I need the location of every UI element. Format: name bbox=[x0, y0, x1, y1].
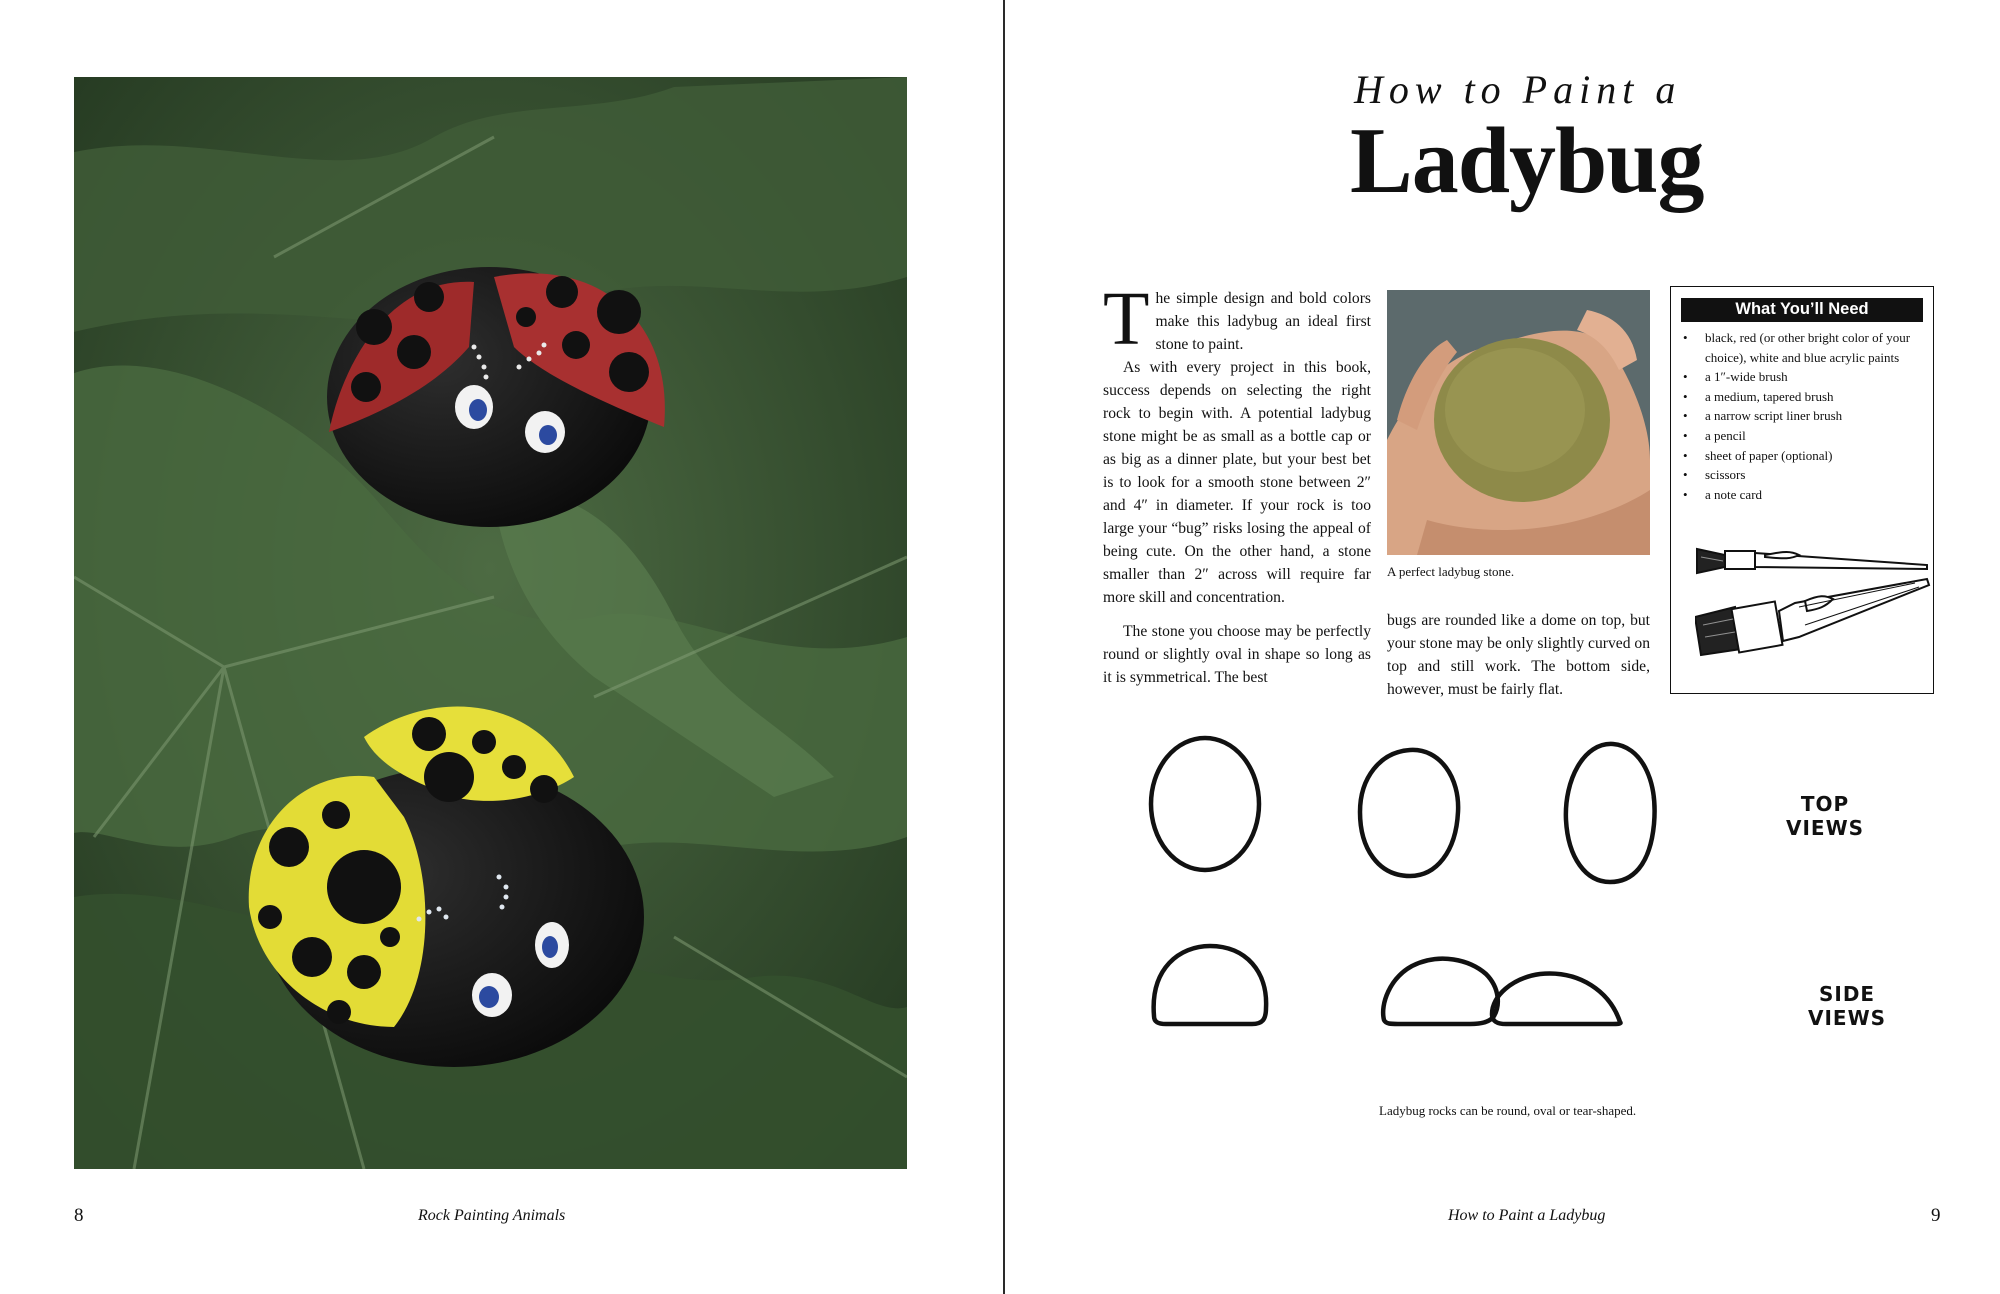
hand-holding-stone-photo bbox=[1387, 290, 1650, 555]
side-view-round-shape bbox=[1154, 946, 1266, 1024]
running-head-left: Rock Painting Animals bbox=[418, 1207, 566, 1224]
rock-shape-diagrams bbox=[1140, 720, 1660, 1060]
materials-item: • a pencil bbox=[1681, 426, 1927, 446]
hand-stone-illustration bbox=[1387, 290, 1650, 555]
body-column-2 bbox=[1387, 609, 1650, 701]
materials-item: • a 1″-wide brush bbox=[1681, 367, 1927, 387]
body-paragraph-3: The stone you choose may be perfectly round or slightly oval in shape so long as it is symmetrical. The best bbox=[1103, 623, 1371, 686]
side-views-label-line1: SIDE bbox=[1818, 982, 1876, 1006]
materials-item: • a medium, tapered brush bbox=[1681, 387, 1927, 407]
shapes-caption: Ladybug rocks can be round, oval or tear-shaped. bbox=[1379, 1103, 1637, 1118]
top-view-tear-shape bbox=[1566, 744, 1655, 882]
materials-list bbox=[1671, 328, 1933, 504]
page-number-right: 9 bbox=[1931, 1205, 1941, 1226]
stone-photo-caption: A perfect ladybug stone. bbox=[1387, 564, 1515, 579]
materials-item: • a note card bbox=[1681, 485, 1927, 505]
page-title: Ladybug bbox=[1350, 109, 1704, 213]
paragraph-1-text: he simple design and bold colors make this ladybug an ideal first stone to paint. bbox=[1155, 290, 1371, 353]
ladybug-rocks-photo bbox=[74, 77, 907, 1169]
ladybug-rocks-illustration bbox=[74, 77, 907, 1169]
side-view-tear-shape bbox=[1492, 974, 1621, 1024]
materials-box bbox=[1670, 286, 1934, 694]
top-view-oval-shape bbox=[1360, 750, 1458, 876]
materials-title: What You’ll Need bbox=[1681, 298, 1923, 322]
materials-item: • scissors bbox=[1681, 465, 1927, 485]
body-paragraph-4: bugs are rounded like a dome on top, but your stone may be only slightly curved on top and still work. The bottom side, however, must be fairly flat. bbox=[1387, 612, 1650, 698]
body-column-1 bbox=[1103, 277, 1371, 689]
materials-item: • a narrow script liner brush bbox=[1681, 406, 1927, 426]
side-views-label-line2: VIEWS bbox=[1808, 1006, 1887, 1030]
running-head-right: How to Paint a Ladybug bbox=[1448, 1207, 1606, 1224]
top-views-label-line2: VIEWS bbox=[1786, 816, 1865, 840]
gutter-line bbox=[1003, 0, 1005, 1294]
title-kicker: How to Paint a bbox=[1354, 67, 1682, 112]
page-number-left: 8 bbox=[74, 1205, 84, 1226]
materials-item: • sheet of paper (optional) bbox=[1681, 446, 1927, 466]
materials-item: • black, red (or other bright color of your choice), white and blue acrylic paints bbox=[1681, 328, 1927, 367]
side-views-label bbox=[1808, 982, 1886, 1030]
paintbrushes-icon bbox=[1695, 537, 1931, 677]
top-views-label bbox=[1786, 792, 1864, 840]
body-paragraph-1 bbox=[1103, 277, 1371, 361]
drop-cap: T bbox=[1103, 277, 1150, 361]
top-views-label-line1: TOP bbox=[1800, 792, 1850, 816]
side-view-oval-shape bbox=[1383, 959, 1498, 1024]
body-paragraph-2: As with every project in this book, success depends on selecting the right rock to begin with. A potential ladybug stone might be as small as a bottle cap or as big as a dinner plate, but your best bet is to look for a smooth stone between 2″ and 4″ in diameter. If your rock is too large your “bug” risks losing the appeal of being cute. On the other hand, a stone smaller than 2″ across will require far more skill and concentration. bbox=[1103, 359, 1371, 606]
top-view-round-shape bbox=[1151, 738, 1259, 870]
